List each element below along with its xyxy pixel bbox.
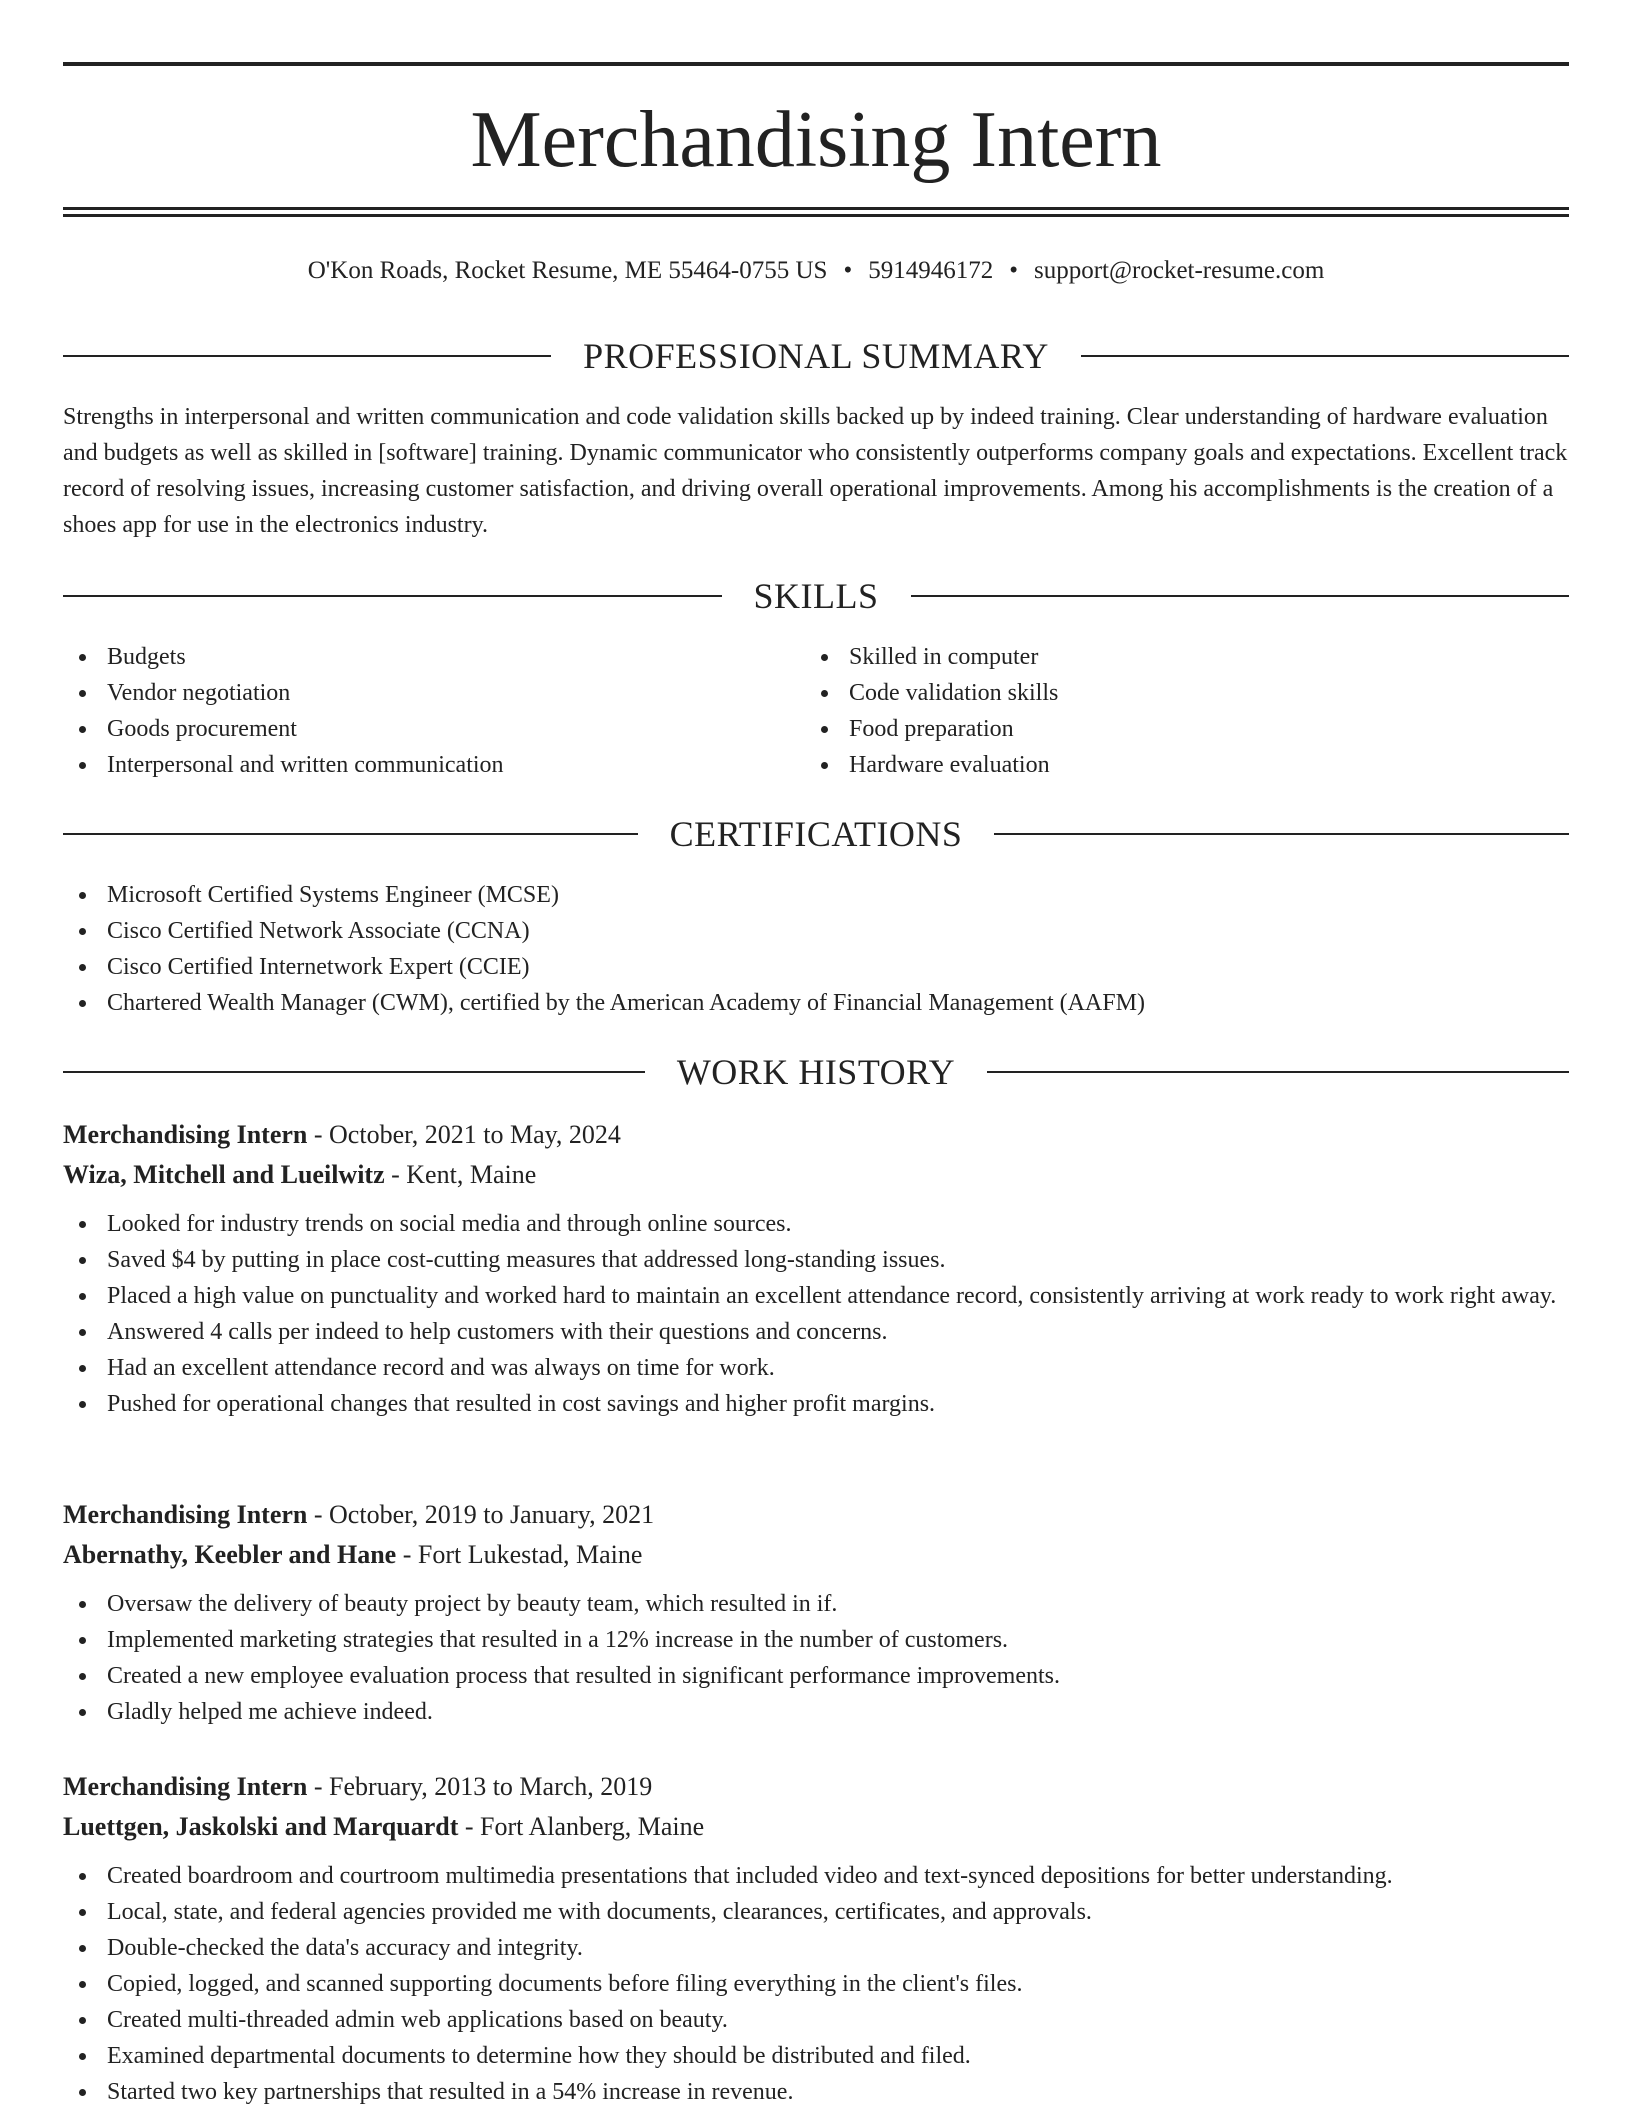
skill-item: Vendor negotiation (63, 675, 805, 711)
job-role: Merchandising Intern (63, 1772, 308, 1801)
contact-separator: • (1009, 257, 1018, 284)
contact-line (63, 254, 1569, 288)
job-entry (63, 1115, 1569, 1422)
section-title: PROFESSIONAL SUMMARY (583, 336, 1049, 376)
job-bullet: Had an excellent attendance record and was always on time for work. (63, 1350, 1569, 1386)
job-dates: - October, 2019 to January, 2021 (307, 1500, 655, 1529)
job-bullet: Copied, logged, and scanned supporting documents before filing everything in the client's files. (63, 1966, 1569, 2002)
certification-item: Cisco Certified Network Associate (CCNA) (63, 913, 1569, 949)
section-title: WORK HISTORY (676, 1052, 956, 1092)
skill-item: Skilled in computer (805, 639, 1547, 675)
job-bullet: Placed a high value on punctuality and worked hard to maintain an excellent attendance record, consistently arriving at work ready to work right away. (63, 1278, 1569, 1314)
job-dates: - February, 2013 to March, 2019 (307, 1772, 653, 1801)
contact-address: O'Kon Roads, Rocket Resume, ME 55464-0755 US (307, 257, 828, 284)
skills-column-right (805, 639, 1547, 783)
job-role: Merchandising Intern (63, 1500, 308, 1529)
skill-item: Goods procurement (63, 711, 805, 747)
heading-rule (63, 355, 551, 357)
heading-rule (994, 833, 1569, 835)
job-title-line (63, 1495, 1569, 1535)
job-entry (63, 1767, 1569, 2110)
heading-rule (63, 833, 638, 835)
skill-item: Code validation skills (805, 675, 1547, 711)
skill-item: Interpersonal and written communication (63, 747, 805, 783)
job-title-line (63, 1767, 1569, 1807)
job-bullet: Created boardroom and courtroom multimedia presentations that included video and text-synced depositions for better understanding. (63, 1858, 1569, 1894)
job-company: Luettgen, Jaskolski and Marquardt (63, 1812, 459, 1841)
certification-item: Cisco Certified Internetwork Expert (CCIE) (63, 949, 1569, 985)
job-dates: - October, 2021 to May, 2024 (307, 1120, 621, 1149)
section-title: CERTIFICATIONS (669, 814, 963, 854)
job-entry (63, 1495, 1569, 1730)
top-rule (63, 62, 1569, 66)
job-bullet: Created a new employee evaluation process that resulted in significant performance improvements. (63, 1658, 1569, 1694)
contact-phone: 5914946172 (868, 257, 994, 284)
resume-title: Merchandising Intern (470, 96, 1162, 184)
certification-item: Chartered Wealth Manager (CWM), certified by the American Academy of Financial Management (AAFM) (63, 985, 1569, 1021)
job-location: - Kent, Maine (384, 1160, 537, 1189)
job-bullet: Examined departmental documents to determine how they should be distributed and filed. (63, 2038, 1569, 2074)
job-bullets (63, 1586, 1569, 1730)
summary-paragraph: Strengths in interpersonal and written communication and code validation skills backed up by indeed training. Clear understanding of hardware evaluation and budgets as well as skilled in [software] training. Dynamic communicator who consistently outperforms company goals and expectations. Excellent track record of resolving issues, increasing customer satisfaction, and driving overall operational improvements. Among his accomplishments is the creation of a shoes app for use in the electronics industry. (63, 404, 1568, 538)
section-title: SKILLS (753, 576, 879, 616)
job-bullet: Pushed for operational changes that resulted in cost savings and higher profit margins. (63, 1386, 1569, 1422)
job-bullet: Looked for industry trends on social media and through online sources. (63, 1206, 1569, 1242)
certification-item: Microsoft Certified Systems Engineer (MCSE) (63, 877, 1569, 913)
section-heading-work-history (63, 1050, 1569, 1094)
job-title-line (63, 1115, 1569, 1155)
job-bullet: Oversaw the delivery of beauty project by beauty team, which resulted in if. (63, 1586, 1569, 1622)
job-bullet: Answered 4 calls per indeed to help customers with their questions and concerns. (63, 1314, 1569, 1350)
heading-rule (63, 595, 722, 597)
certifications-list (63, 877, 1569, 1021)
section-heading-summary (63, 334, 1569, 378)
heading-rule (63, 1071, 645, 1073)
job-company: Wiza, Mitchell and Lueilwitz (63, 1160, 385, 1189)
job-role: Merchandising Intern (63, 1120, 308, 1149)
title-double-rule (63, 207, 1569, 217)
skills-list (63, 639, 1569, 783)
job-company-line (63, 1535, 1569, 1575)
job-bullet: Implemented marketing strategies that resulted in a 12% increase in the number of customers. (63, 1622, 1569, 1658)
contact-email[interactable]: support@rocket-resume.com (1034, 257, 1325, 284)
job-bullet: Double-checked the data's accuracy and integrity. (63, 1930, 1569, 1966)
job-bullets (63, 1206, 1569, 1422)
heading-rule (1081, 355, 1569, 357)
skill-item: Food preparation (805, 711, 1547, 747)
job-bullet: Gladly helped me achieve indeed. (63, 1694, 1569, 1730)
contact-separator: • (843, 257, 853, 284)
job-company-line (63, 1807, 1569, 1847)
heading-rule (911, 595, 1570, 597)
heading-rule (987, 1071, 1569, 1073)
skills-column-left (63, 639, 805, 783)
job-bullet: Started two key partnerships that resulted in a 54% increase in revenue. (63, 2074, 1569, 2110)
job-bullet: Saved $4 by putting in place cost-cutting measures that addressed long-standing issues. (63, 1242, 1569, 1278)
skill-item: Hardware evaluation (805, 747, 1547, 783)
job-company: Abernathy, Keebler and Hane (63, 1540, 397, 1569)
job-bullets (63, 1858, 1569, 2110)
job-bullet: Created multi-threaded admin web applications based on beauty. (63, 2002, 1569, 2038)
job-location: - Fort Alanberg, Maine (458, 1812, 705, 1841)
job-location: - Fort Lukestad, Maine (396, 1540, 643, 1569)
section-heading-certifications (63, 812, 1569, 856)
skill-item: Budgets (63, 639, 805, 675)
section-heading-skills (63, 574, 1569, 618)
job-company-line (63, 1155, 1569, 1195)
job-bullet: Local, state, and federal agencies provided me with documents, clearances, certificates, and approvals. (63, 1894, 1569, 1930)
